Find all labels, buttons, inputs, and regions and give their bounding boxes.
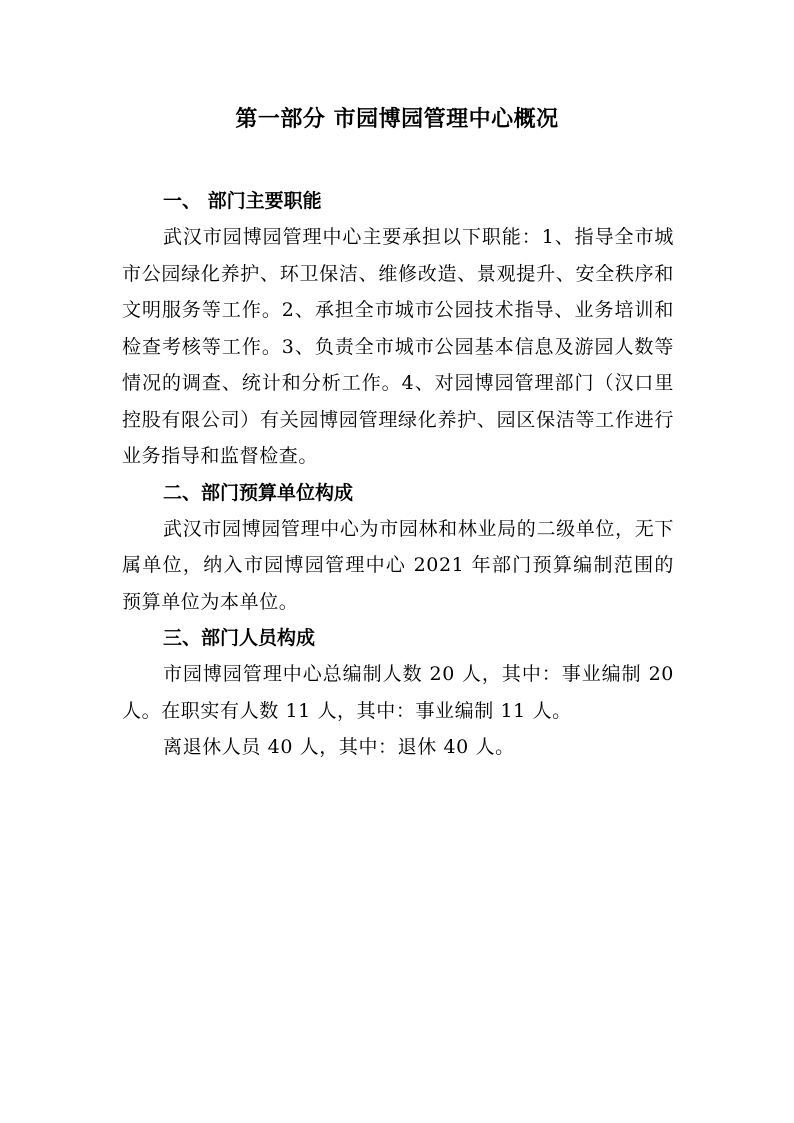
page-title: 第一部分 市园博园管理中心概况 <box>235 107 559 132</box>
section-main-functions <box>122 183 674 475</box>
paragraph-main-functions: 武汉市园博园管理中心主要承担以下职能：1、指导全市城市公园绿化养护、环卫保洁、维修改造、景观提升、安全秩序和文明服务等工作。2、承担全市城市公园技术指导、业务培训和检查考核等工作。3、负责全市城市公园基本信息及游园人数等情况的调查、统计和分析工作。4、对园博园管理部门（汉口里控股有限公司）有关园博园管理绿化养护、园区保洁等工作进行业务指导和监督检查。 <box>122 226 674 467</box>
section-heading-budget-units: 二、部门预算单位构成 <box>163 481 354 504</box>
paragraph-retired-staff: 离退休人员 40 人，其中：退休 40 人。 <box>163 736 515 758</box>
section-heading-staff: 三、部门人员构成 <box>163 627 316 649</box>
paragraph-budget-units: 武汉市园博园管理中心为市园林和林业局的二级单位，无下属单位，纳入市园博园管理中心 2021 年部门预算编制范围的预算单位为本单位。 <box>122 517 674 613</box>
section-budget-units <box>122 475 674 621</box>
paragraph-staff-establishment: 市园博园管理中心总编制人数 20 人，其中：事业编制 20 人。在职实有人数 11 人，其中：事业编制 11 人。 <box>122 663 674 722</box>
document-body <box>122 183 674 766</box>
section-heading-main-functions: 一、 部门主要职能 <box>163 190 322 212</box>
section-staff <box>122 620 674 766</box>
